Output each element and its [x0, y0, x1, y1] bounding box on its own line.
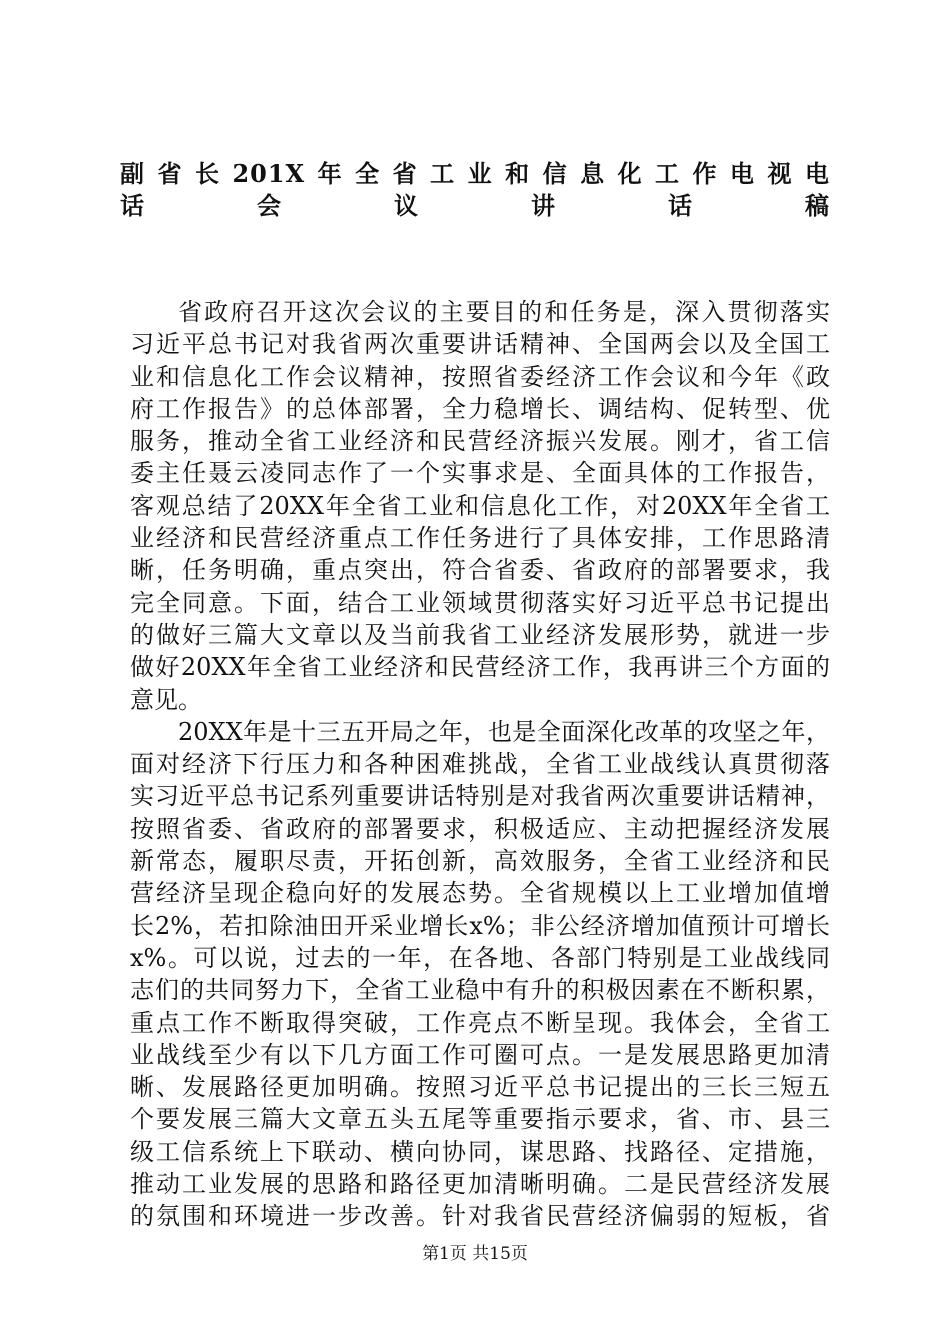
text-line: 完全同意。下面，结合工业领域贯彻落实好习近平总书记提出 — [130, 588, 830, 617]
text-line: 省政府召开这次会议的主要目的和任务是，深入贯彻落实 — [178, 298, 830, 326]
title-line-2: 话会议讲话稿 — [120, 191, 830, 221]
text-line: 个要发展三篇大文章五头五尾等重要指示要求，省、市、县三 — [130, 1105, 830, 1134]
text-line: 重点工作不断取得突破，工作亮点不断呈现。我体会，全省工 — [130, 1008, 830, 1037]
text-line: x%。可以说，过去的一年，在各地、各部门特别是工业战线同 — [130, 943, 830, 972]
text-line: 的做好三篇大文章以及当前我省工业经济发展形势，就进一步 — [130, 620, 830, 649]
text-line: 级工信系统上下联动、横向协同，谋思路、找路径、定措施， — [130, 1137, 830, 1166]
page-footer: 第1页 共15页 — [422, 1244, 528, 1264]
text-line: 长2%，若扣除油田开采业增长x%；非公经济增加值预计可增长 — [130, 911, 830, 940]
text-line: 府工作报告》的总体部署，全力稳增长、调结构、促转型、优 — [130, 394, 830, 423]
text-line: 业经济和民营经济重点工作任务进行了具体安排，工作思路清 — [130, 524, 830, 553]
paragraph-2 — [130, 716, 830, 1233]
text-line: 实习近平总书记系列重要讲话特别是对我省两次重要讲话精神， — [130, 782, 830, 811]
text-line: 营经济呈现企稳向好的发展态势。全省规模以上工业增加值增 — [130, 879, 830, 908]
text-line: 做好20XX年全省工业经济和民营经济工作，我再讲三个方面的 — [130, 653, 830, 682]
text-line: 的氛围和环境进一步改善。针对我省民营经济偏弱的短板，省 — [130, 1202, 830, 1231]
text-line: 晰、发展路径更加明确。按照习近平总书记提出的三长三短五 — [130, 1073, 830, 1102]
document-title — [120, 158, 830, 223]
text-line: 按照省委、省政府的部署要求，积极适应、主动把握经济发展 — [130, 814, 830, 843]
title-line-1: 副省长201X年全省工业和信息化工作电视电 — [120, 159, 830, 188]
text-line: 新常态，履职尽责，开拓创新，高效服务，全省工业经济和民 — [130, 847, 830, 876]
document-body — [130, 296, 830, 1233]
text-line: 客观总结了20XX年全省工业和信息化工作，对20XX年全省工 — [130, 491, 830, 520]
text-line: 业和信息化工作会议精神，按照省委经济工作会议和今年《政 — [130, 362, 830, 391]
text-line: 20XX年是十三五开局之年，也是全面深化改革的攻坚之年， — [178, 717, 830, 746]
paragraph-1 — [130, 296, 830, 716]
text-line: 面对经济下行压力和各种困难挑战，全省工业战线认真贯彻落 — [130, 750, 830, 779]
text-line: 推动工业发展的思路和路径更加清晰明确。二是民营经济发展 — [130, 1170, 830, 1199]
text-line: 意见。 — [130, 685, 202, 714]
text-line: 习近平总书记对我省两次重要讲话精神、全国两会以及全国工 — [130, 330, 830, 359]
text-line: 业战线至少有以下几方面工作可圈可点。一是发展思路更加清 — [130, 1040, 830, 1069]
text-line: 志们的共同努力下，全省工业稳中有升的积极因素在不断积累， — [130, 976, 830, 1005]
text-line: 服务，推动全省工业经济和民营经济振兴发展。刚才，省工信 — [130, 427, 830, 456]
text-line: 晰，任务明确，重点突出，符合省委、省政府的部署要求，我 — [130, 556, 830, 585]
text-line: 委主任聂云凌同志作了一个实事求是、全面具体的工作报告， — [130, 459, 830, 488]
